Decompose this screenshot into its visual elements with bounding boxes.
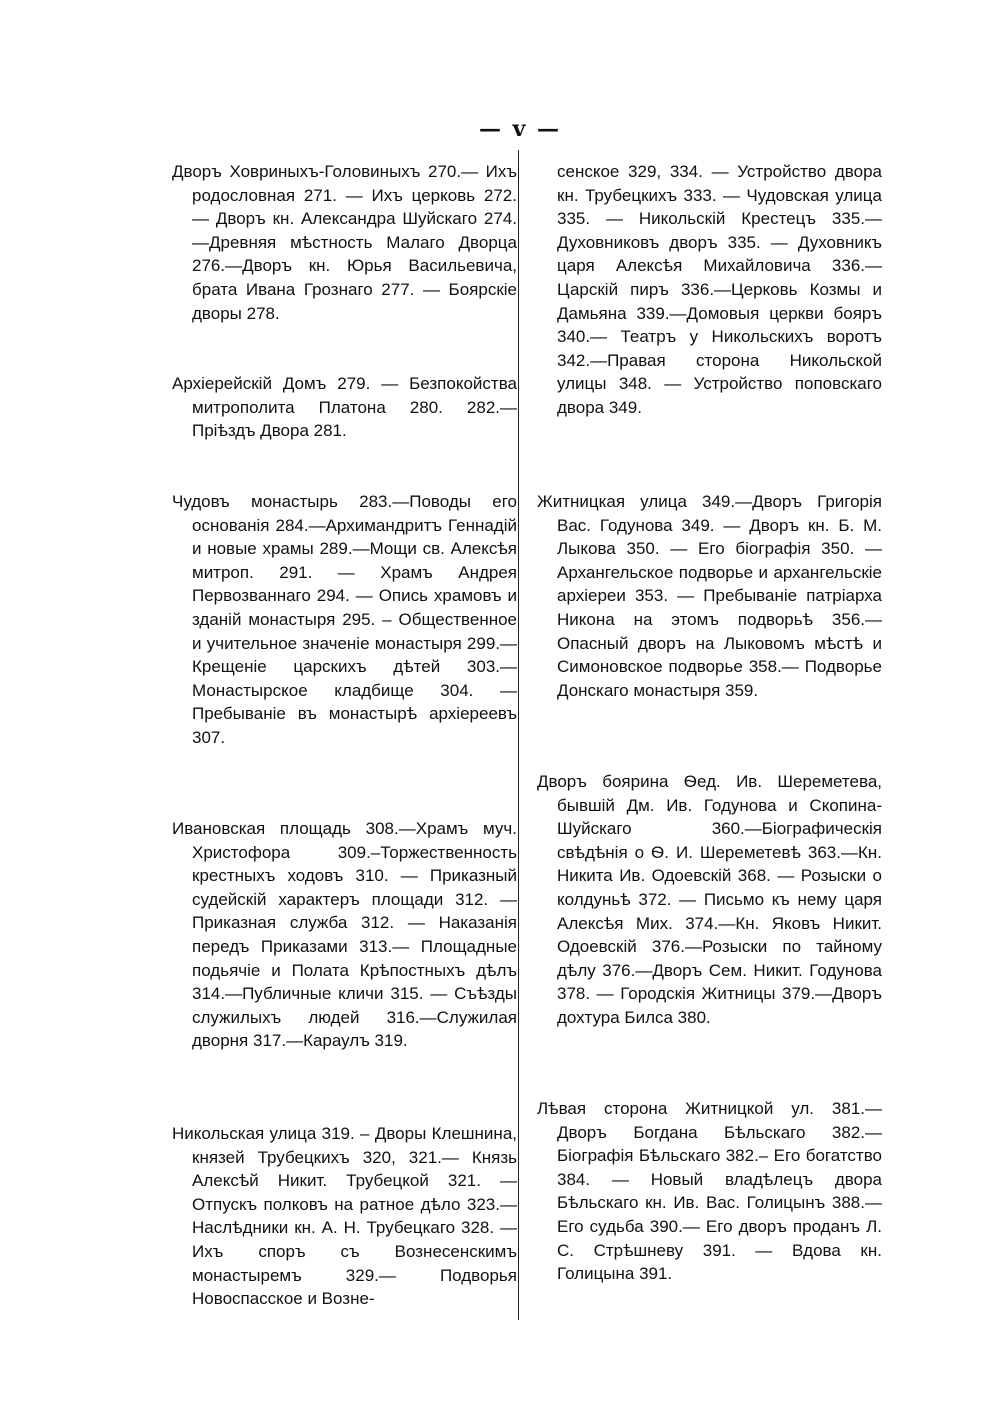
toc-entry: Житницкая улица 349.—Дворъ Григорія Вас. Годунова 349. — Дворъ кн. Б. М. Лыкова 350. — Его біографія 350. — Архангельское подворье и архангельскіе архіереи 353. — Пребываніе патріарха Никона на этомъ подворьѣ 356.— Опасный дворъ на Лыковомъ мѣстѣ и Симоновское подворье 358.— Подворье Донскаго монастыря 359. (537, 492, 882, 700)
toc-entry: Никольская улица 319. – Дворы Клешнина, князей Трубецкихъ 320, 321.— Князь Алексѣй Никит. Трубецкой 321. — Отпускъ полковъ на ратное дѣло 323.—Наслѣдники кн. А. Н. Трубецкаго 328. — Ихъ споръ съ Вознесенскимъ монастыремъ 329.— Подворья Новоспасское и Возне- (172, 1124, 517, 1309)
toc-entry: Чудовъ монастырь 283.—Поводы его основанія 284.—Архимандритъ Геннадій и новые храмы 289.—Мощи св. Алексѣя митроп. 291. — Храмъ Андрея Первозваннаго 294. — Опись храмовъ и зданій монастыря 295. – Общественное и учительное значеніе монастыря 299.— Крещеніе царскихъ дѣтей 303.— Монастырское кладбище 304. — Пребываніе въ монастырѣ архіереевъ 307. (172, 492, 517, 747)
toc-entry: Дворъ боярина Ѳед. Ив. Шереметева, бывшій Дм. Ив. Годунова и Скопина-Шуйскаго 360.—Біографическія свѣдѣнія о Ѳ. И. Шереметевѣ 363.—Кн. Никита Ив. Одоевскій 368. — Розыски о колдуньѣ 372. — Письмо къ нему царя Алексѣя Мих. 374.—Кн. Яковъ Никит. Одоевскій 376.—Розыски по тайному дѣлу 376.—Дворъ Сем. Никит. Годунова 378. — Городскія Житницы 379.—Дворъ дохтура Билса 380. (537, 772, 882, 1027)
toc-entry-continuation: сенское 329, 334. — Устройство двора кн. Трубецкихъ 333. — Чудовская улица 335. — Никольскій Крестецъ 335.—Духовниковъ дворъ 335. — Духовникъ царя Алексѣя Михайловича 336.—Царскій пиръ 336.—Церковь Козмы и Дамьяна 339.—Домовыя церкви бояръ 340.— Театръ у Никольскихъ воротъ 342.—Правая сторона Никольской улицы 348. — Устройство поповскаго двора 349. (557, 162, 882, 417)
page-number-header: — v — (478, 116, 562, 142)
column-divider (518, 150, 519, 1320)
toc-entry: Ивановская площадь 308.—Храмъ муч. Христофора 309.–Торжественность крестныхъ ходовъ 310. — Приказный судейскій характеръ площади 312. — Приказная служба 312. — Наказанія передъ Приказами 313.— Площадные подьячіе и Полата Крѣпостныхъ дѣлъ 314.—Публичные кличи 315. — Съѣзды служилыхъ людей 316.—Служилая дворня 317.—Караулъ 319. (172, 819, 517, 1051)
toc-entry: Архіерейскій Домъ 279. — Безпокойства митрополита Платона 280. 282.—Пріѣздъ Двора 281. (172, 374, 517, 441)
toc-entry: Дворъ Ховриныхъ-Головиныхъ 270.— Ихъ родословная 271. — Ихъ церковь 272. — Дворъ кн. Александра Шуйскаго 274.—Древняя мѣстность Малаго Дворца 276.—Дворъ кн. Юрья Васильевича, брата Ивана Грознаго 277. — Боярскіе дворы 278. (172, 162, 517, 323)
toc-entry: Лѣвая сторона Житницкой ул. 381.— Дворъ Богдана Бѣльскаго 382.— Біографія Бѣльскаго 382.– Его богатство 384. — Новый владѣлецъ двора Бѣльскаго кн. Ив. Вас. Голицынъ 388.—Его судьба 390.— Его дворъ проданъ Л. С. Стрѣшневу 391. — Вдова кн. Голицына 391. (537, 1099, 882, 1284)
